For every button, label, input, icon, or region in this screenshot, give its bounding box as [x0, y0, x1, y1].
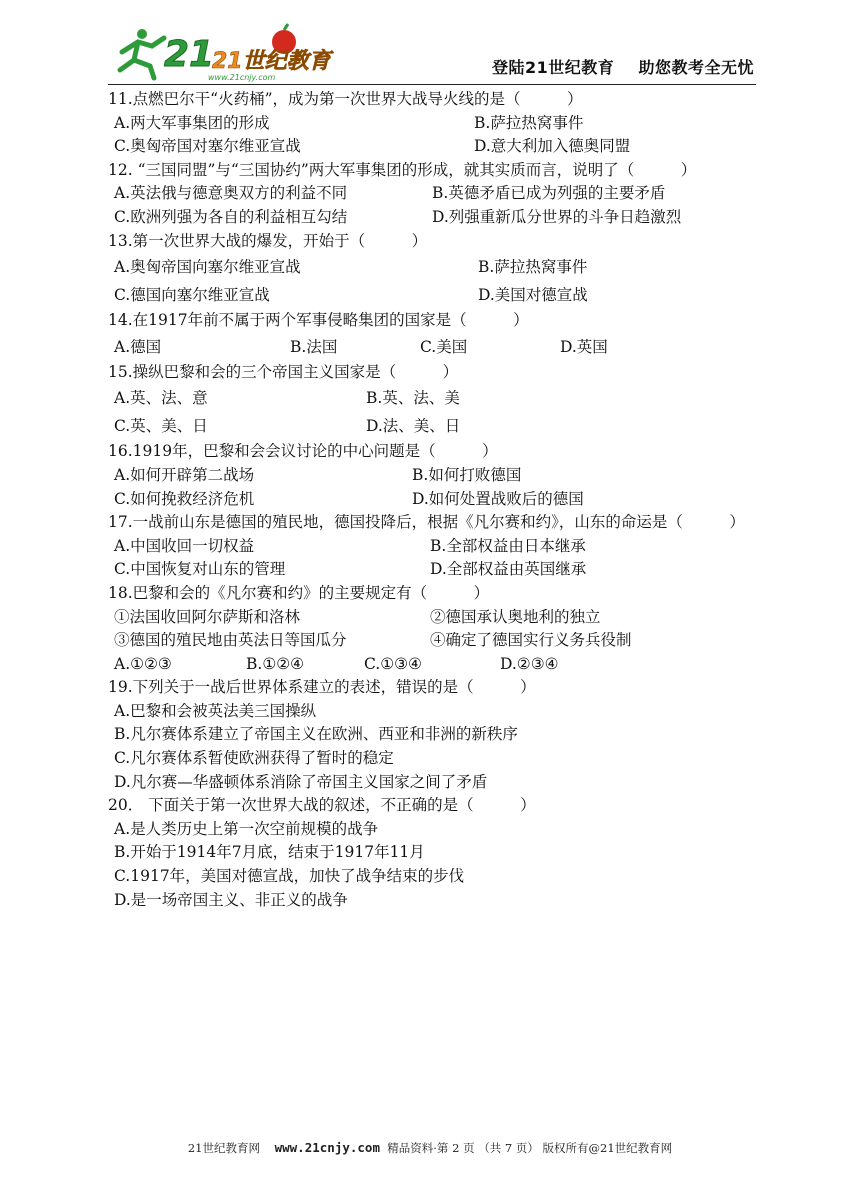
- option-d: D.美国对德宣战: [478, 286, 588, 305]
- page-footer: [0, 1140, 860, 1156]
- svg-text:21: 21: [164, 34, 215, 75]
- statement-2: ②德国承认奥地利的独立: [430, 607, 601, 626]
- question-stem: 14.在1917年前不属于两个军事侵略集团的国家是（ ）: [108, 311, 529, 330]
- question-list: [108, 88, 758, 912]
- option-d: D.②③④: [500, 654, 559, 673]
- question-stem: 12. “三国同盟”与“三国协约”两大军事集团的形成，就其实质而言，说明了（ ）: [108, 160, 697, 179]
- option-c: C.美国: [420, 337, 468, 356]
- option-a: A.如何开辟第二战场: [114, 465, 255, 484]
- option-c: C.中国恢复对山东的管理: [114, 560, 286, 579]
- option-a: A.奥匈帝国向塞尔维亚宣战: [114, 258, 301, 277]
- option-d: D.英国: [560, 337, 608, 356]
- question-16: [108, 440, 758, 511]
- question-stem: 15.操纵巴黎和会的三个帝国主义国家是（ ）: [108, 362, 459, 381]
- option-c: C.如何挽救经济危机: [114, 489, 255, 508]
- option-b: B.全部权益由日本继承: [430, 536, 586, 555]
- footer-info: 精品资料·第 2 页 （共 7 页） 版权所有@21世纪教育网: [387, 1141, 673, 1155]
- question-stem: 11.点燃巴尔干“火药桶”，成为第一次世界大战导火线的是（ ）: [108, 90, 583, 108]
- footer-url[interactable]: www.21cnjy.com: [274, 1140, 380, 1155]
- question-15: [108, 361, 758, 441]
- option-a: A.中国收回一切权益: [114, 536, 255, 555]
- question-18: [108, 582, 758, 676]
- question-14: [108, 309, 758, 361]
- option-d: D.法、美、日: [366, 417, 461, 436]
- option-b: B.萨拉热窝事件: [474, 113, 584, 132]
- option-d: D.如何处置战败后的德国: [412, 489, 584, 508]
- option-c: C.德国向塞尔维亚宣战: [114, 286, 270, 305]
- statement-1: ①法国收回阿尔萨斯和洛林: [114, 607, 301, 626]
- option-a: A.是人类历史上第一次空前规模的战争: [114, 819, 379, 838]
- footer-site: 21世纪教育网: [187, 1141, 260, 1155]
- option-b: B.①②④: [246, 654, 305, 673]
- option-b: B.开始于1914年7月底，结束于1917年11月: [114, 843, 425, 862]
- option-d: D.凡尔赛—华盛顿体系消除了帝国主义国家之间了矛盾: [114, 772, 488, 791]
- option-d: D.意大利加入德奥同盟: [474, 137, 631, 156]
- question-stem: 19.下列关于一战后世界体系建立的表述，错误的是（ ）: [108, 678, 536, 697]
- option-c: C.1917年，美国对德宣战，加快了战争结束的步伐: [114, 867, 465, 886]
- option-c: C.奥匈帝国对塞尔维亚宣战: [114, 137, 301, 156]
- statement-3: ③德国的殖民地由英法日等国瓜分: [114, 631, 347, 650]
- logo-url: www.21cnjy.com: [208, 73, 276, 82]
- option-b: B.萨拉热窝事件: [478, 258, 588, 277]
- option-c: C.凡尔赛体系暂使欧洲获得了暂时的稳定: [114, 749, 394, 768]
- question-11: [108, 88, 758, 159]
- option-a: A.英、法、意: [114, 389, 208, 408]
- option-c: C.欧洲列强为各自的利益相互勾结: [114, 207, 348, 226]
- question-13: [108, 230, 758, 310]
- option-d: D.是一场帝国主义、非正义的战争: [114, 890, 348, 909]
- question-stem: 16.1919年，巴黎和会会议讨论的中心问题是（ ）: [108, 442, 498, 461]
- option-a: A.①②③: [114, 654, 172, 673]
- logo-text: 21世纪教育: [212, 49, 331, 74]
- option-b: B.凡尔赛体系建立了帝国主义在欧洲、西亚和非洲的新秩序: [114, 725, 518, 744]
- option-b: B.如何打败德国: [412, 465, 522, 484]
- option-c: C.英、美、日: [114, 417, 208, 436]
- question-12: [108, 159, 758, 230]
- question-17: [108, 511, 758, 582]
- page-header: [108, 22, 756, 85]
- option-a: A.英法俄与德意奥双方的利益不同: [114, 184, 348, 203]
- option-c: C.①③④: [364, 654, 422, 673]
- option-b: B.英、法、美: [366, 389, 460, 408]
- option-a: A.德国: [114, 337, 162, 356]
- question-stem: 13.第一次世界大战的爆发，开始于（ ）: [108, 231, 428, 250]
- question-stem: 20． 下面关于第一次世界大战的叙述，不正确的是（ ）: [108, 796, 536, 815]
- site-logo: [108, 22, 331, 82]
- question-19: [108, 676, 758, 794]
- option-d: D.全部权益由英国继承: [430, 560, 587, 579]
- option-a: A.两大军事集团的形成: [114, 113, 270, 132]
- option-d: D.列强重新瓜分世界的斗争日趋激烈: [432, 207, 682, 226]
- option-b: B.法国: [290, 337, 338, 356]
- question-stem: 17.一战前山东是德国的殖民地，德国投降后，根据《凡尔赛和约》，山东的命运是（ ）: [108, 513, 745, 532]
- statement-4: ④确定了德国实行义务兵役制: [430, 631, 632, 650]
- question-stem: 18.巴黎和会的《凡尔赛和约》的主要规定有（ ）: [108, 583, 490, 602]
- option-a: A.巴黎和会被英法美三国操纵: [114, 701, 317, 720]
- option-b: B.英德矛盾已成为列强的主要矛盾: [432, 184, 666, 203]
- header-slogan: 登陆21世纪教育 助您教考全无忧: [491, 58, 754, 77]
- question-20: [108, 794, 758, 912]
